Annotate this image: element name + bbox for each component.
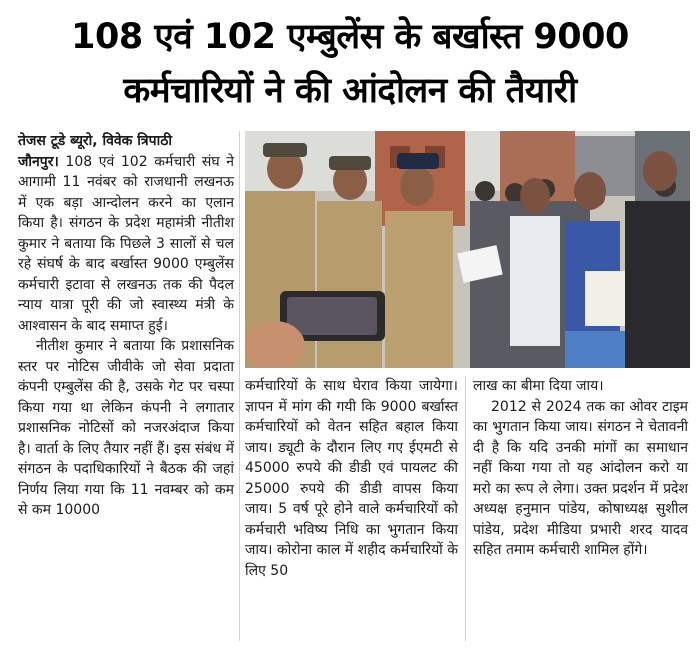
- article-column-2: [245, 376, 458, 581]
- article-column-3: [473, 376, 688, 561]
- article-column-1: [18, 131, 234, 521]
- news-photo: [245, 131, 690, 368]
- dateline: जौनपुर।: [18, 153, 59, 170]
- column1-paragraph-2: नीतीश कुमार ने बताया कि प्रशासनिक स्तर पर नोटिस जीवीके जो सेवा प्रदाता कंपनी एम्बुलेंस की है, उसके गेट पर चस्पा किया गया था लेकिन कंपनी ने लगातार प्रशासनिक नोटिसों को नजरअंदाज किया है। वार्ता के लिए तैयार नहीं हैं। इस संबंध में संगठन के पदाधिकारियों ने बैठक की जहां निर्णय लिया गया कि 11 नवम्बर को कम से कम 10000: [18, 338, 234, 518]
- headline-line-2: कर्मचारियों ने की आंदोलन की तैयारी: [123, 71, 577, 111]
- lead-text: 108 एवं 102 कर्मचारी संघ ने आगामी 11 नवंबर को राजधानी लखनऊ में एक बड़ा आन्दोलन करने का एलान किया है। संगठन के प्रदेश महामंत्री नीतीश कुमार ने बताया कि पिछले 3 सालों से चल रहे संघर्ष के बाद बर्खास्त 9000 एम्बुलेंस कर्मचारी इटावा से लखनऊ तक की पैदल न्याय यात्रा पूरी की जो स्वास्थ्य मंत्री के आश्वासन के बाद समाप्त हुई।: [18, 153, 234, 334]
- column2-text: कर्मचारियों के साथ घेराव किया जायेगा। ज्ञापन में मांग की गयी कि 9000 बर्खास्त कर्मचारियों को वेतन सहित बहाल किया जाय। ड्यूटी के दौरान लिए गए ईएमटी से 45000 रुपये की डीडी एवं पायलट की 25000 रुपये की डीडी वापस किया जाय। 5 वर्ष पूरे होने वाले कर्मचारियों को कर्मचारी भविष्य निधि का भुगतान किया जाय। कोरोना काल में शहीद कर्मचारियों के लिए 50: [245, 378, 459, 579]
- byline: तेजस टूडे ब्यूरो, विवेक त्रिपाठी: [18, 133, 172, 149]
- column3-paragraph-2: 2012 से 2024 तक का ओवर टाइम का भुगतान किया जाय। संगठन ने चेतावनी दी है कि यदि उनकी मांगों का समाधान नहीं किया गया तो यह आंदोलन करो या मरो का रूप ले लेगा। उक्त प्रदर्शन में प्रदेश अध्यक्ष हनुमान पांडेय, कोषाध्यक्ष सुशील पांडेय, प्रदेश मीडिया प्रभारी शरद यादव सहित तमाम कर्मचारी शामिल होंगे।: [473, 398, 688, 558]
- column-divider: [465, 376, 466, 641]
- column3-paragraph-1: लाख का बीमा दिया जाय।: [473, 378, 604, 394]
- column-divider: [239, 131, 240, 641]
- headline-line-1: 108 एवं 102 एम्बुलेंस के बर्खास्त 9000: [71, 17, 629, 57]
- news-photo-illustration: [245, 131, 690, 368]
- lead-paragraph: [18, 154, 234, 334]
